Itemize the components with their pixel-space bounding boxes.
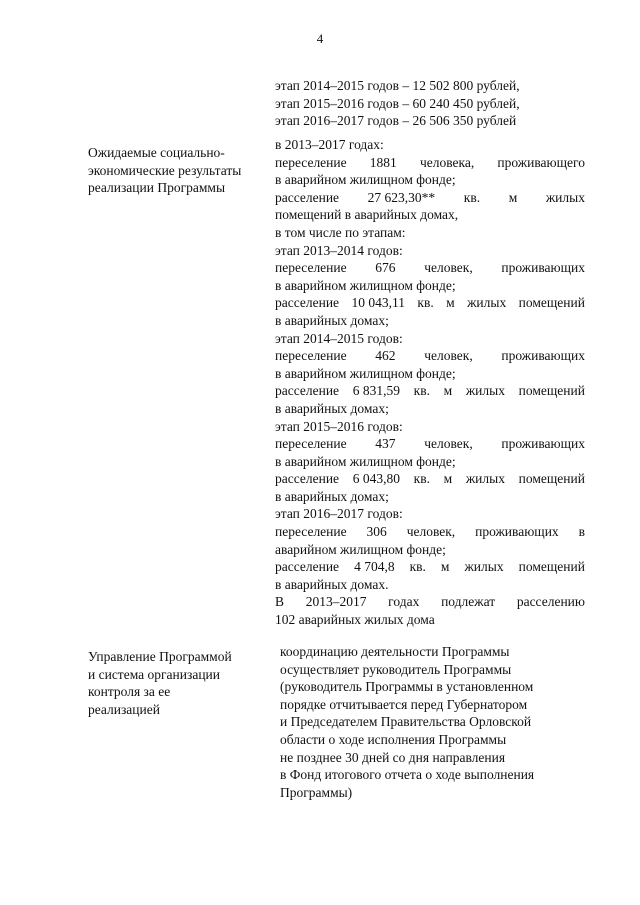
result-word: кв. (413, 383, 430, 399)
funding-stages-text (275, 77, 585, 130)
result-line (275, 347, 585, 365)
result-word: В (275, 594, 285, 610)
result-line (275, 242, 585, 260)
result-word: проживающих (501, 348, 585, 364)
result-word: аварийном жилищном фонде; (275, 541, 446, 557)
result-word: расселение (275, 189, 340, 205)
result-word: переселение (275, 524, 347, 540)
result-word: этап 2014–2015 годов: (275, 330, 403, 346)
result-word: в аварийном жилищном фонде; (275, 365, 456, 381)
result-line (275, 523, 585, 541)
label-line: Управление Программой (88, 649, 232, 664)
result-word: проживающих (501, 260, 585, 276)
result-word: 4 704,8 (354, 559, 395, 575)
label-line: контроля за ее (88, 684, 171, 700)
result-word: в аварийном жилищном фонде; (275, 277, 456, 293)
result-line (275, 171, 585, 189)
result-word: кв. (417, 295, 434, 311)
result-line (275, 435, 585, 453)
result-line (275, 418, 585, 436)
result-word: расселение (275, 295, 340, 311)
result-line (275, 259, 585, 277)
result-word: человека, (419, 154, 475, 170)
result-word: переселение (275, 348, 347, 364)
result-word: м (446, 295, 455, 311)
result-word: 10 043,11 (351, 295, 405, 311)
result-word: м (443, 471, 453, 487)
funding-stage-line: этап 2014–2015 годов – 12 502 800 рублей, (275, 78, 520, 93)
result-word: проживающих (501, 436, 585, 452)
result-word: человек, (424, 260, 473, 276)
result-word: переселение (275, 260, 347, 276)
result-line (275, 365, 585, 383)
result-word: в аварийном жилищном фонде; (275, 453, 456, 469)
result-word: в (578, 524, 585, 540)
result-word: расселение (275, 559, 340, 575)
result-word: подлежат (441, 594, 496, 610)
result-line (275, 312, 585, 330)
funding-stage-line: этап 2016–2017 годов – 26 506 350 рублей (275, 113, 517, 129)
funding-stage-line: этап 2015–2016 годов – 60 240 450 рублей, (275, 95, 520, 111)
result-word: кв. (463, 189, 481, 205)
result-word: помещений (518, 471, 585, 487)
result-word: жилых (545, 189, 585, 205)
label-line: реализацией (88, 701, 160, 717)
result-word: помещений в аварийных домах, (275, 207, 459, 223)
result-word: 6 831,59 (352, 383, 400, 399)
expected-results-label (88, 144, 263, 197)
label-line: экономические результаты (88, 162, 242, 178)
result-word: переселение (275, 154, 347, 170)
result-line (275, 154, 585, 172)
management-line: координацию деятельности Программы (280, 644, 510, 659)
management-label (88, 648, 263, 718)
management-line: Программы) (280, 784, 353, 800)
result-word: кв. (413, 471, 430, 487)
result-word: помещений (518, 295, 585, 311)
result-word: в аварийных домах; (275, 488, 389, 504)
result-word: годах (388, 594, 420, 610)
result-word: жилых (465, 383, 505, 399)
result-word: в аварийном жилищном фонде; (275, 172, 456, 188)
result-word: помещений (518, 559, 585, 575)
result-word: в том числе по этапам: (275, 224, 406, 240)
result-line (275, 277, 585, 295)
result-line (275, 488, 585, 506)
label-line: реализации Программы (88, 180, 226, 196)
result-word: 462 (375, 348, 396, 364)
result-word: жилых (465, 471, 505, 487)
result-line (275, 593, 585, 611)
result-word: 102 аварийных жилых дома (275, 612, 435, 628)
result-line (275, 294, 585, 312)
management-line: (руководитель Программы в установленном (280, 679, 534, 695)
result-word: переселение (275, 436, 347, 452)
result-line (275, 453, 585, 471)
result-word: 2013–2017 (305, 594, 367, 610)
expected-results-text (275, 136, 585, 629)
result-word: 27 623,30** (367, 189, 436, 205)
management-line: и Председателем Правительства Орловской (280, 714, 532, 730)
result-word: расселению (516, 594, 585, 610)
result-word: человек, (406, 524, 456, 540)
result-word: расселение (275, 383, 340, 399)
result-line (275, 558, 585, 576)
result-word: помещений (518, 383, 585, 399)
management-line: не позднее 30 дней со дня направления (280, 749, 506, 765)
result-line (275, 505, 585, 523)
result-line (275, 541, 585, 559)
result-line (275, 611, 585, 629)
result-word: жилых (467, 295, 507, 311)
result-word: проживающего (497, 154, 585, 170)
management-line: осуществляет руководитель Программы (280, 661, 512, 677)
result-word: 1881 (369, 154, 397, 170)
result-word: 437 (375, 436, 396, 452)
management-text (280, 643, 585, 801)
label-line: и система организации (88, 666, 220, 682)
result-word: в 2013–2017 годах: (275, 137, 384, 152)
result-line (275, 136, 585, 154)
page-number: 4 (316, 31, 324, 46)
result-word: 676 (375, 260, 396, 276)
result-line (275, 400, 585, 418)
result-word: в аварийных домах; (275, 400, 389, 416)
result-line (275, 189, 585, 207)
result-word: м (440, 559, 450, 575)
result-word: 306 (366, 524, 387, 540)
result-word: жилых (464, 559, 504, 575)
result-line (275, 382, 585, 400)
result-word: человек, (424, 348, 473, 364)
result-word: м (508, 189, 518, 205)
result-word: 6 043,80 (352, 471, 400, 487)
result-word: в аварийных домах. (275, 576, 389, 592)
result-line (275, 470, 585, 488)
label-line: Ожидаемые социально- (88, 145, 225, 160)
result-word: расселение (275, 471, 340, 487)
management-line: в Фонд итогового отчета о ходе выполнения (280, 767, 535, 783)
result-word: м (443, 383, 453, 399)
result-word: этап 2016–2017 годов: (275, 506, 403, 522)
result-line (275, 206, 585, 224)
result-line (275, 330, 585, 348)
result-word: этап 2015–2016 годов: (275, 418, 403, 434)
management-line: области о ходе исполнения Программы (280, 731, 507, 747)
result-word: человек, (424, 436, 473, 452)
result-line (275, 576, 585, 594)
result-line (275, 224, 585, 242)
management-line: порядке отчитывается перед Губернатором (280, 696, 528, 712)
result-word: проживающих (475, 524, 559, 540)
result-word: в аварийных домах; (275, 312, 389, 328)
result-word: этап 2013–2014 годов: (275, 242, 403, 258)
result-word: кв. (409, 559, 426, 575)
